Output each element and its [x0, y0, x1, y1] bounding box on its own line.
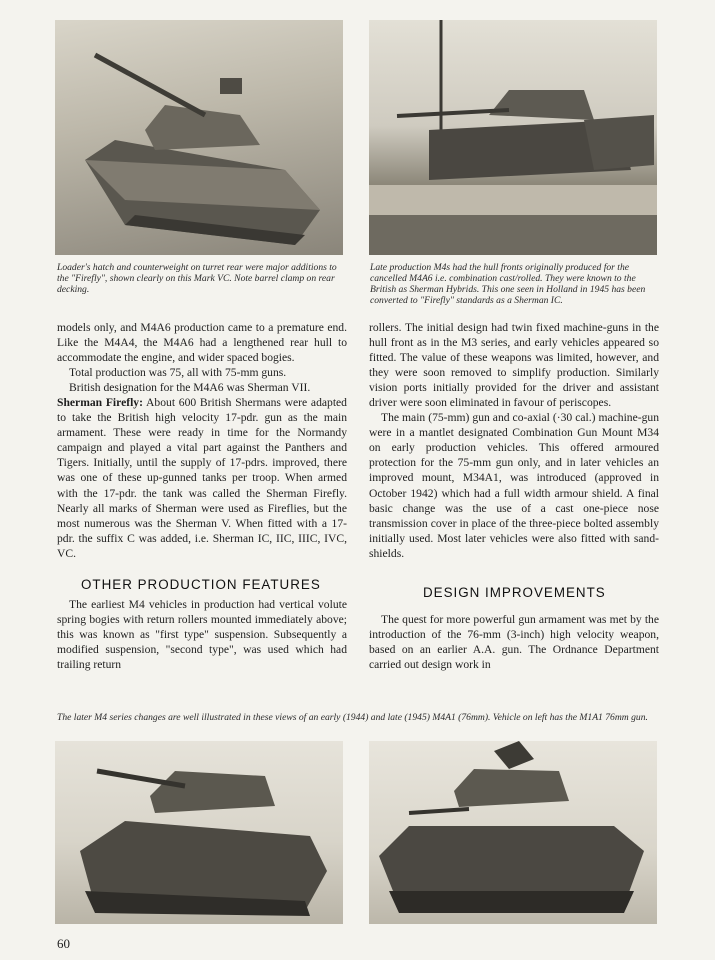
photo-sherman-vc-firefly: [55, 20, 343, 255]
paragraph: Total production was 75, all with 75-mm guns.: [69, 366, 287, 380]
bold-lead: Sherman Firefly:: [57, 396, 143, 410]
photo-sherman-hybrid-holland: [369, 20, 657, 255]
paragraph: rollers. The initial design had twin fixed machine-guns in the hull front as in the M3 series, and early vehicles appeared so fitted. The value of these weapons was limited, however, and they were soon removed to simplify production. Similarly vision ports initially provided for the driver and assistant driver were soon eliminated in favour of periscopes.: [369, 321, 659, 410]
right-column-text-2: [369, 612, 659, 672]
paragraph-body: About 600 British Shermans were adapted to take the British high velocity 17-pdr. gun as the main armament. These were ready in time for the Normandy campaign and played a vital part against the Panthers and Tigers. Initially, until the supply of 17-pdrs. improved, there was one of these up-gunned tanks per troop. When armed with the 17-pdr. the tank was called the Sherman Firefly. Nearly all marks of Sherman were used as Fireflies, but the most numerous was the Sherman V. When fitted with a 17-pdr. the suffix C was added, i.e. Sherman IC, IIC, IIIC, IVC, VC.: [57, 396, 347, 560]
section-heading-design-improvements: DESIGN IMPROVEMENTS: [423, 585, 606, 600]
left-column-text: [57, 320, 347, 561]
page-number: 60: [57, 936, 70, 951]
paragraph: British designation for the M4A6 was Sherman VII.: [69, 381, 311, 395]
tank-illustration: [369, 20, 657, 255]
right-column-text: [369, 320, 659, 561]
tank-illustration: [369, 741, 657, 924]
photo-caption-top-left: Loader's hatch and counterweight on turret rear were major additions to the "Firefly", shown clearly on this Mark VC. Note barrel clamp on rear decking.: [57, 262, 337, 295]
photo-m4a1-76mm-early: [55, 741, 343, 924]
photo-caption-top-right: Late production M4s had the hull fronts originally produced for the cancelled M4A6 i.e. combination cast/rolled. They were known to the British as Sherman Hybrids. This one seen in Holland in 1945 has been converted to "Firefly" standards as a Sherman IC.: [370, 262, 646, 306]
photo-caption-bottom: The later M4 series changes are well illustrated in these views of an early (1944) and late (1945) M4A1 (76mm). Vehicle on left has the M1A1 76mm gun.: [57, 712, 648, 723]
paragraph: models only, and M4A6 production came to a premature end. Like the M4A4, the M4A6 had a lengthened rear hull to accommodate the engine, and wider spaced bogies.: [57, 321, 347, 365]
section-heading-other-production-features: OTHER PRODUCTION FEATURES: [81, 577, 321, 592]
photo-m4a1-76mm-late: [369, 741, 657, 924]
paragraph: The quest for more powerful gun armament was met by the introduction of the 76-mm (3-inch) high velocity weapon, based on an earlier A.A. gun. The Ordnance Department carried out design work in: [369, 613, 659, 672]
paragraph: [57, 395, 347, 561]
paragraph: The earliest M4 vehicles in production had vertical volute spring bogies with return rollers mounted immediately above; this was known as "first type" suspension. Subsequently a modified suspension, "second type", was used which had trailing return: [57, 598, 347, 672]
paragraph: The main (75-mm) gun and co-axial (·30 cal.) machine-gun were in a mantlet designated Combination Gun Mount M34 on early production vehicles. This offered armoured protection for the 75-mm gun only, and in later vehicles an improved mount, M34A1, was introduced (approved in October 1942) which had a full width armour shield. A final basic change was the use of a cast one-piece nose transmission cover in place of the three-piece bolted assembly initially used. Most later vehicles were also fitted with sand-shields.: [369, 411, 659, 560]
tank-illustration: [55, 741, 343, 924]
tank-illustration: [55, 20, 343, 255]
left-column-text-2: [57, 597, 347, 672]
